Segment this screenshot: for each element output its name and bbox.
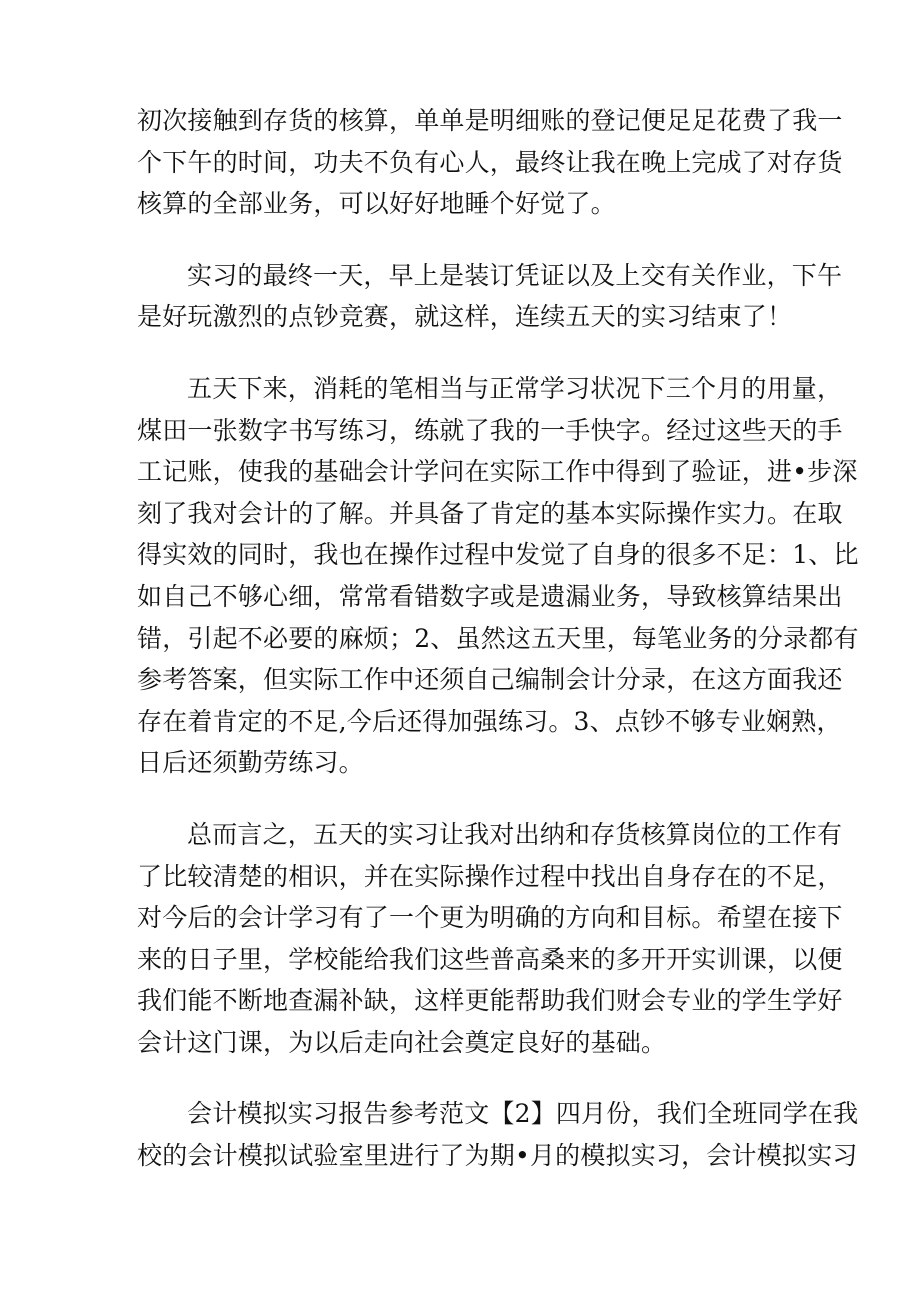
paragraph-line: 如自己不够心细，常常看错数字或是遗漏业务，导致核算结果出: [137, 581, 843, 611]
paragraph-line: 刻了我对会计的了解。并具备了肯定的基本实际操作实力。在取: [137, 498, 843, 528]
paragraph-5: [137, 1093, 859, 1176]
paragraph-2: [137, 255, 843, 338]
paragraph-line: 五天下来，消耗的笔相当与正常学习状况下三个月的用量，: [187, 373, 843, 403]
paragraph-line: 存在着肯定的不足,今后还得加强练习。3、点钞不够专业娴熟，: [137, 706, 842, 736]
paragraph-line: 工记账，使我的基础会计学问在实际工作中得到了验证，进•步深: [137, 457, 858, 487]
paragraph-line: 初次接触到存货的核算，单单是明细账的登记便足足花费了我一: [137, 106, 843, 135]
paragraph-line: 煤田一张数字书写练习，练就了我的一手快字。经过这些天的手: [137, 415, 843, 445]
paragraph-line: 错，引起不必要的麻烦；2、虽然这五天里，每笔业务的分录都有: [137, 623, 859, 653]
paragraph-3: [137, 368, 859, 784]
paragraph-line: 校的会计模拟试验室里进行了为期•月的模拟实习，会计模拟实习: [137, 1141, 858, 1171]
document-body: [137, 100, 859, 1177]
paragraph-line: 得实效的同时，我也在操作过程中发觉了自身的很多不足：1、比: [137, 540, 859, 570]
paragraph-line: 我们能不断地查漏补缺，这样更能帮助我们财会专业的学生学好: [137, 986, 843, 1016]
paragraph-1: [137, 100, 843, 225]
paragraph-line: 是好玩激烈的点钞竞赛，就这样，连续五天的实习结束了！: [137, 302, 793, 332]
paragraph-line: 核算的全部业务，可以好好地睡个好觉了。: [137, 189, 616, 219]
paragraph-line: 来的日子里，学校能给我们这些普高桑来的多开开实训课，以便: [137, 944, 843, 974]
paragraph-line: 日后还须勤劳练习。: [137, 748, 364, 778]
paragraph-line: 对今后的会计学习有了一个更为明确的方向和目标。希望在接下: [137, 903, 843, 933]
paragraph-spacer: [137, 1063, 797, 1093]
paragraph-spacer: [137, 338, 797, 368]
paragraph-line: 实习的最终一天，早上是装订凭证以及上交有关作业，下午: [187, 260, 843, 290]
paragraph-line: 会计模拟实习报告参考范文【2】四月份，我们全班同学在我: [187, 1099, 859, 1129]
paragraph-line: 了比较清楚的相识，并在实际操作过程中找出自身存在的不足，: [137, 861, 843, 891]
paragraph-line: 参考答案，但实际工作中还须自己编制会计分录，在这方面我还: [137, 665, 843, 695]
paragraph-line: 个下午的时间，功夫不负有心人，最终让我在晚上完成了对存货: [137, 147, 843, 177]
paragraph-spacer: [137, 225, 797, 255]
paragraph-spacer: [137, 784, 797, 814]
paragraph-line: 总而言之，五天的实习让我对出纳和存货核算岗位的工作有: [187, 819, 843, 849]
paragraph-line: 会计这门课，为以后走向社会奠定良好的基础。: [137, 1027, 667, 1057]
paragraph-4: [137, 814, 843, 1064]
